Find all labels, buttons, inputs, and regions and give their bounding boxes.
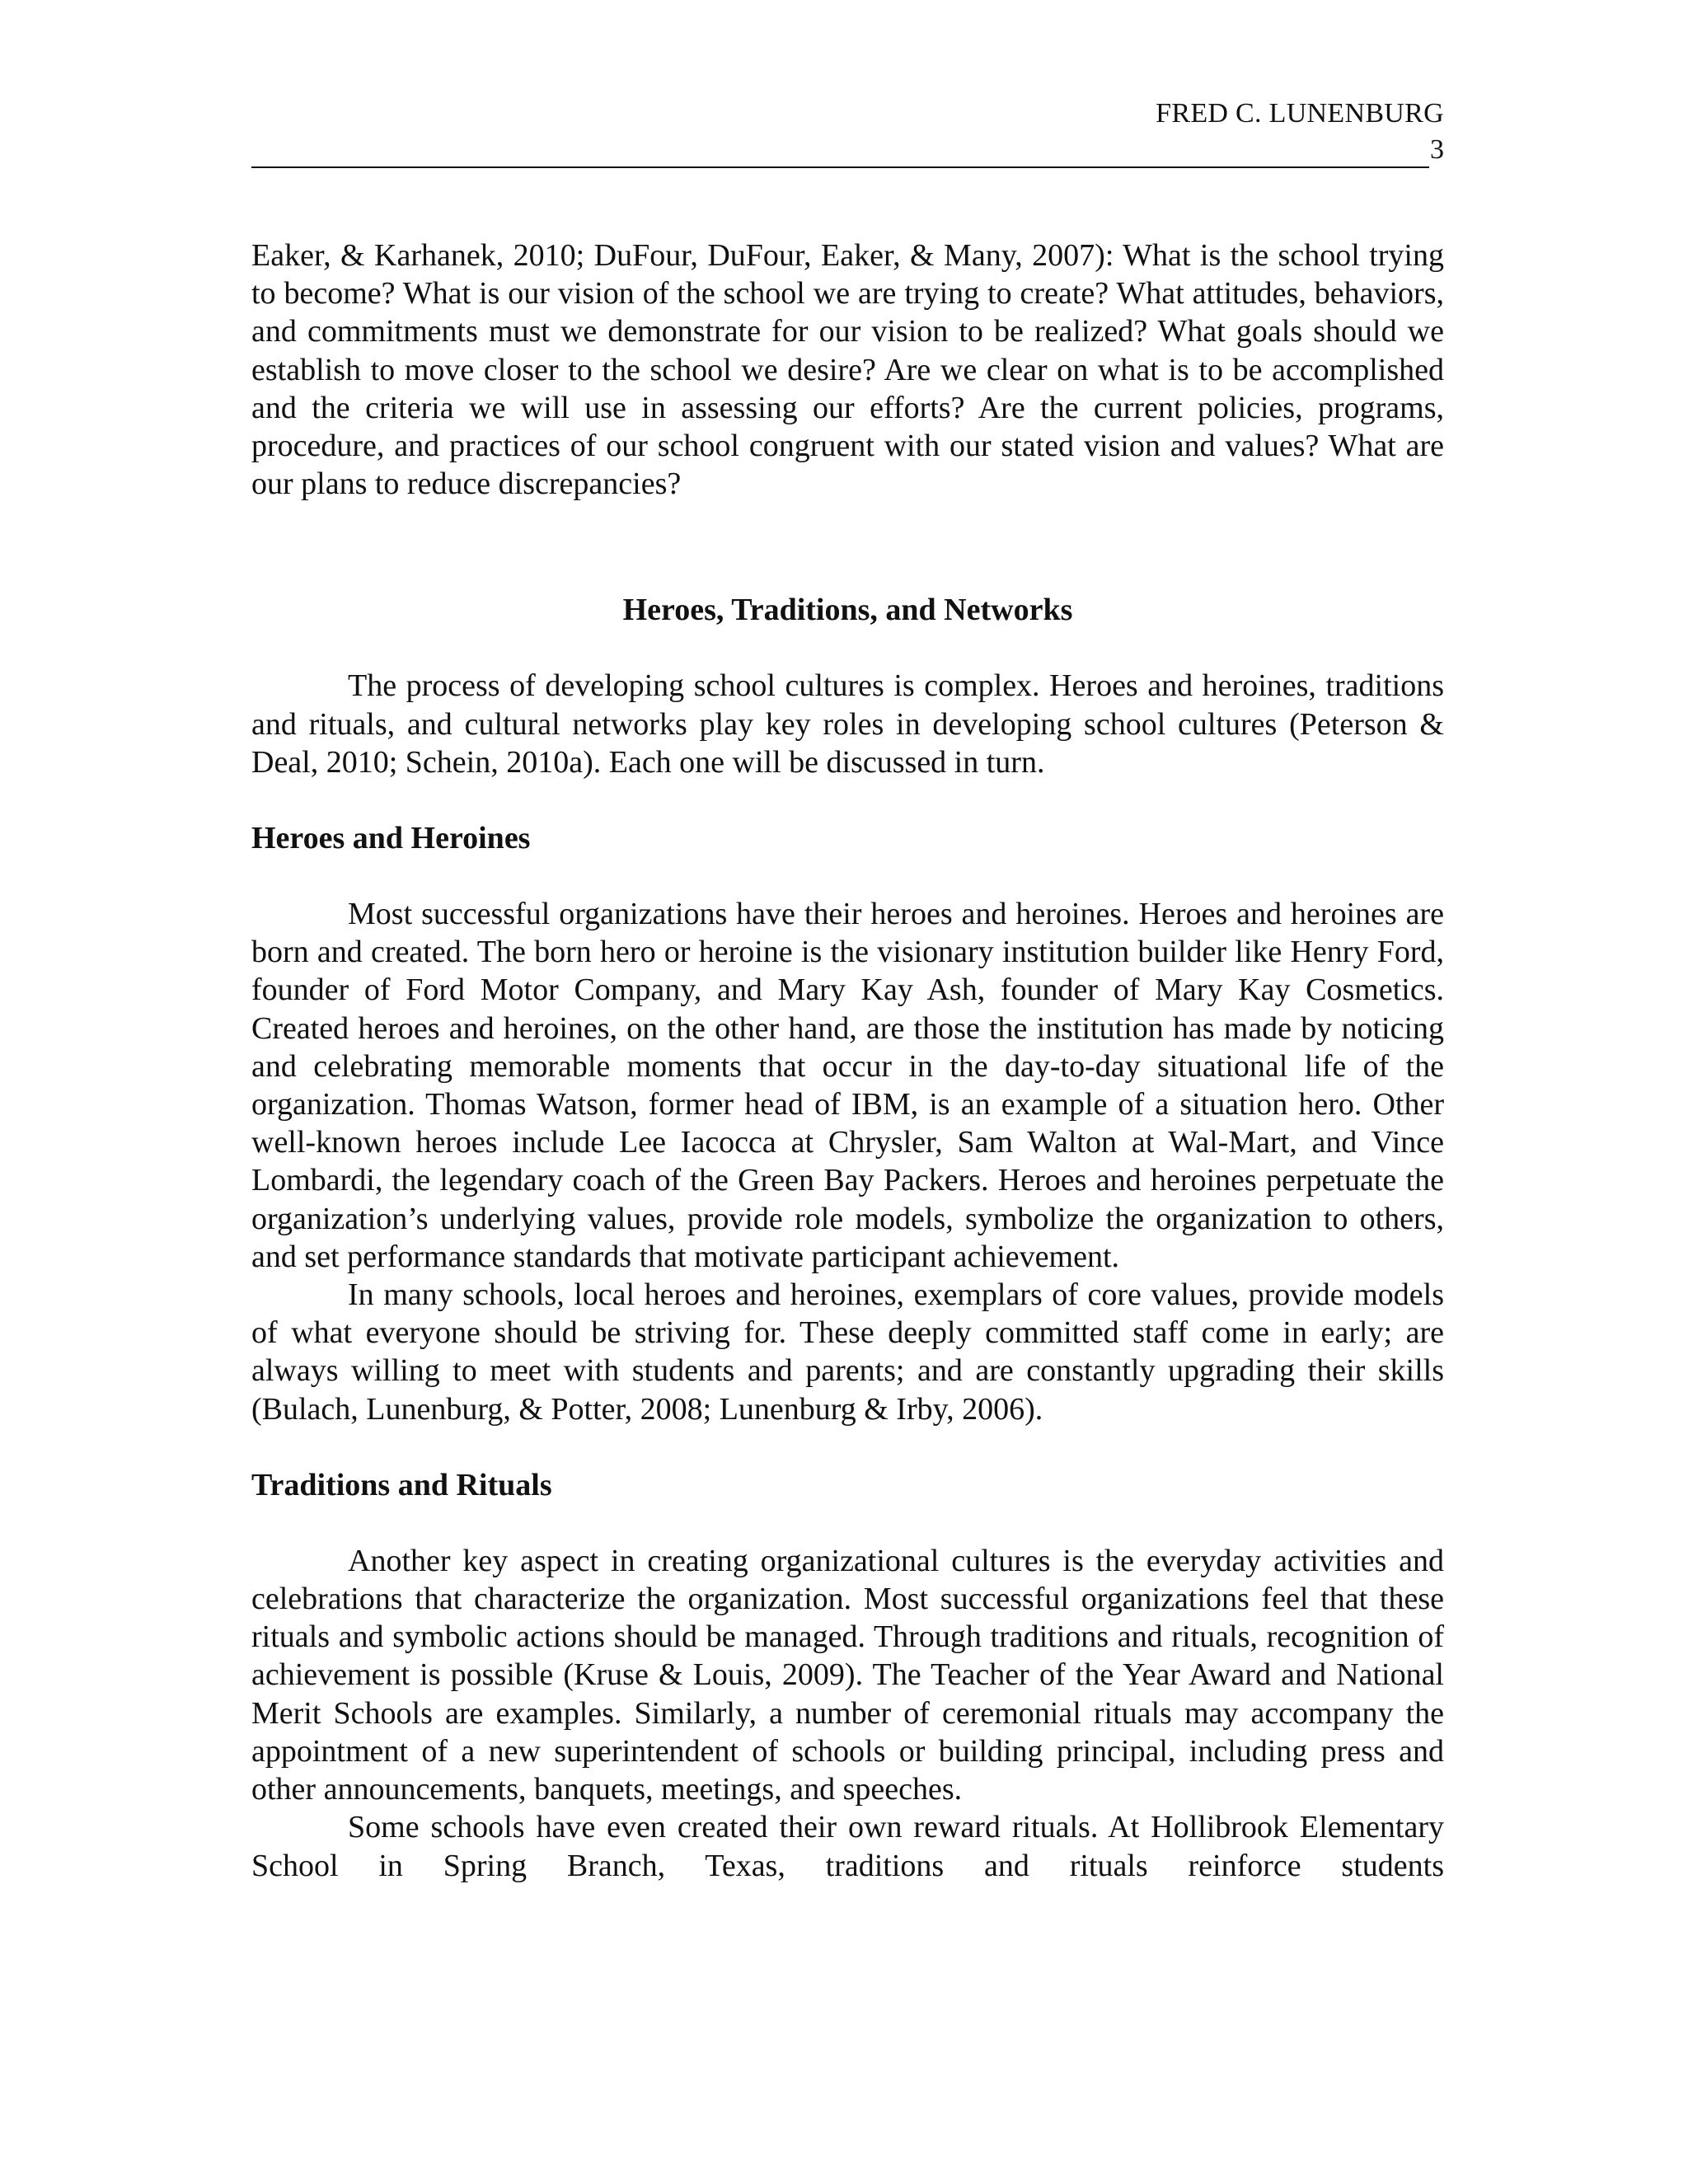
- section-paragraph: The process of developing school cultures is complex. Heroes and heroines, traditions and rituals, and cultural networks play key roles in developing school cultures (Peterson & Deal, 2010; Schein, 2010a). Each one will be discussed in turn.: [251, 668, 1444, 780]
- spacer: [251, 503, 1444, 591]
- heroes-paragraph-1: Most successful organizations have their heroes and heroines. Heroes and heroines are born and created. The born hero or heroine is the visionary institution builder like Henry Ford, founder of Ford Motor Company, and Mary Kay Ash, founder of Mary Kay Cosmetics. Created heroes and heroines, on the other hand, are those the institution has made by noticing and celebrating memorable moments that occur in the day-to-day situational life of the organization. Thomas Watson, former head of IBM, is an example of a situation hero. Other well-known heroes include Lee Iacocca at Chrysler, Sam Walton at Wal-Mart, and Vince Lombardi, the legendary coach of the Green Bay Packers. Heroes and heroines perpetuate the organization’s underlying values, provide role models, symbolize the organization to others, and set performance standards that motivate participant achievement.: [251, 897, 1444, 1274]
- spacer: [251, 1504, 1444, 1542]
- heroes-paragraph-2: In many schools, local heroes and heroines, exemplars of core values, provide models of what everyone should be striving for. These deeply committed staff come in early; are always willing to meet with students and parents; and are constantly upgrading their skills (Bulach, Lunenburg, & Potter, 2008; Lunenburg & Irby, 2006).: [251, 1277, 1444, 1427]
- intro-paragraph: Eaker, & Karhanek, 2010; DuFour, DuFour, Eaker, & Many, 2007): What is the school trying to become? What is our vision of the school we are trying to create? What attitudes, behaviors, and commitments must we demonstrate for our vision to be realized? What goals should we establish to move closer to the school we desire? Are we clear on what is to be accomplished and the criteria we will use in assessing our efforts? Are the current policies, programs, procedure, and practices of our school congruent with our stated vision and values? What are our plans to reduce discrepancies?: [251, 238, 1444, 502]
- traditions-heading: Traditions and Rituals: [251, 1467, 552, 1502]
- running-header: [251, 97, 1444, 168]
- spacer: [251, 629, 1444, 667]
- spacer: [251, 1428, 1444, 1466]
- header-author: FRED C. LUNENBURG: [1156, 98, 1444, 129]
- heroes-heading: Heroes and Heroines: [251, 821, 531, 856]
- section-heading: Heroes, Traditions, and Networks: [622, 593, 1073, 628]
- spacer: [251, 857, 1444, 895]
- header-rule: [251, 166, 1429, 168]
- body-text: [251, 237, 1444, 1885]
- header-rule-row: [251, 130, 1444, 168]
- traditions-paragraph-2: Some schools have even created their own reward rituals. At Hollibrook Elementary School in Spring Branch, Texas, traditions and rituals reinforce students: [251, 1810, 1444, 1883]
- traditions-paragraph-1: Another key aspect in creating organizational cultures is the everyday activities and celebrations that characterize the organization. Most successful organizations feel that these rituals and symbolic actions should be managed. Through traditions and rituals, recognition of achievement is possible (Kruse & Louis, 2009). The Teacher of the Year Award and National Merit Schools are examples. Similarly, a number of ceremonial rituals may accompany the appointment of a new superintendent of schools or building principal, including press and other announcements, banquets, meetings, and speeches.: [251, 1543, 1444, 1807]
- page-number: 3: [1430, 134, 1444, 165]
- spacer: [251, 781, 1444, 819]
